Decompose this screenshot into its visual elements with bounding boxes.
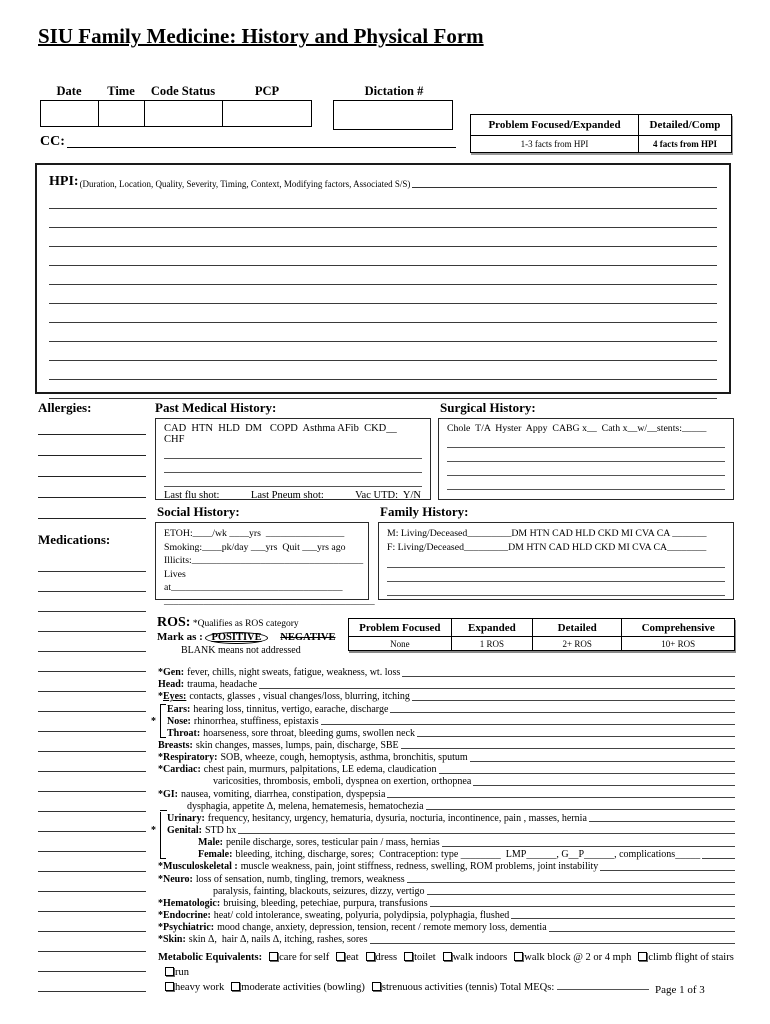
ros-symptom-list: heat/ cold intolerance, sweating, polyuria, polydipsia, polyphagia, flushed [213, 909, 510, 921]
hpi-section [35, 163, 731, 394]
ros-system-row [158, 897, 735, 909]
ros-qualifier-star: * [158, 788, 163, 800]
ros-qualifier-star: * [158, 764, 163, 776]
ros-symptom-list: contacts, glasses , visual changes/loss, blurring, itching [189, 691, 410, 703]
medications-blank-lines [38, 552, 146, 992]
ros-system-label: Musculoskeletal : [163, 861, 238, 873]
meq-item [359, 952, 398, 963]
meq-label: Metabolic Equivalents: [158, 952, 263, 963]
ros-mark-as: Mark as : [157, 631, 203, 643]
ros-system-label: Endocrine: [163, 909, 211, 921]
ros-response-line[interactable] [600, 870, 735, 871]
meq-item-label: heavy work [175, 982, 225, 993]
meq-total-field[interactable] [557, 989, 649, 990]
ros-system-row [158, 812, 735, 824]
checkbox-icon[interactable] [443, 952, 452, 961]
ros-table-value: 1 ROS [451, 637, 532, 651]
ros-response-line[interactable] [238, 833, 735, 834]
ros-symptom-list: muscle weakness, pain, joint stiffness, redness, swelling, ROM problems, joint instability [240, 861, 599, 873]
blank-line[interactable] [447, 462, 725, 476]
ros-system-label: Neuro: [163, 873, 193, 885]
meq-item-label: dress [375, 952, 398, 963]
ros-positive-option[interactable]: POSITIVE [205, 632, 267, 644]
ros-response-line[interactable] [439, 773, 736, 774]
blank-line[interactable] [49, 361, 717, 380]
family-blank-lines [387, 554, 725, 596]
meq-item [436, 952, 508, 963]
blank-line[interactable] [38, 632, 146, 652]
pmh-box [155, 418, 431, 500]
ros-system-row [158, 727, 735, 739]
meq-item-label: eat [346, 952, 359, 963]
ros-system-label: Nose: [167, 715, 191, 727]
allergies-blank-lines [38, 414, 146, 519]
ros-system-label: Respiratory: [163, 752, 218, 764]
blank-line[interactable] [38, 572, 146, 592]
ros-symptom-list: trauma, headache [187, 679, 258, 691]
blank-line[interactable] [38, 692, 146, 712]
ros-response-line[interactable] [401, 748, 735, 749]
ros-system-row [158, 690, 735, 702]
blank-line[interactable] [49, 304, 717, 323]
ros-symptom-list: skin Δ, hair Δ, nails Δ, itching, rashes, sores [188, 934, 368, 946]
social-line[interactable]: Illicits:___________________________________ [164, 555, 364, 566]
ros-system-list [151, 666, 735, 946]
ros-symptom-list: bruising, bleeding, petechiae, purpura, transfusions [223, 897, 428, 909]
checkbox-icon[interactable] [336, 952, 345, 961]
ros-system-row [158, 872, 735, 884]
ros-symptom-list: frequency, hesitancy, urgency, hematuria, dysuria, nocturia, incontinence, pain , masses, hernia [207, 812, 587, 824]
ros-system-label: Throat: [167, 727, 201, 739]
family-label: Family History: [380, 504, 469, 519]
ros-table-header: Detailed [533, 619, 622, 637]
ros-system-row [158, 787, 735, 799]
ros-response-line[interactable] [442, 846, 735, 847]
blank-line[interactable] [49, 228, 717, 247]
meq-item-label: walk indoors [452, 952, 508, 963]
ros-symptom-list: paralysis, fainting, blackouts, seizures, dizzy, vertigo [213, 885, 425, 897]
ros-qualifier-star: * [158, 873, 163, 885]
meq-item [631, 952, 733, 963]
blank-line[interactable] [38, 732, 146, 752]
meq-items-2 [158, 982, 497, 993]
ros-symptom-list: varicosities, thrombosis, emboli, dyspnea on exertion, orthopnea [213, 776, 472, 788]
blank-line[interactable] [38, 477, 146, 498]
social-line[interactable]: Smoking:____pk/day ___yrs Quit ___yrs ago [164, 541, 346, 553]
ros-response-line[interactable] [589, 821, 735, 822]
meq-item-label: care for self [279, 952, 330, 963]
blank-line[interactable] [38, 972, 146, 992]
ros-label: ROS: [157, 615, 191, 630]
pmh-footer: Last flu shot: Last Pneum shot: Vac UTD: Y/N [164, 490, 421, 501]
meq-item [397, 952, 436, 963]
coding-value-cell: 1-3 facts from HPI [471, 136, 639, 153]
ros-system-row [158, 751, 735, 763]
ros-qualifier-star: * [158, 922, 163, 934]
social-lines [164, 527, 375, 608]
hpi-write-line[interactable] [412, 187, 717, 188]
checkbox-icon[interactable] [366, 952, 375, 961]
checkbox-icon[interactable] [165, 967, 174, 976]
cc-label: CC: [40, 134, 65, 149]
blank-line[interactable] [164, 445, 422, 459]
social-box [155, 522, 375, 607]
ros-qualifier-star: * [158, 934, 163, 946]
ros-response-line[interactable] [402, 676, 735, 677]
family-line[interactable]: F: Living/Deceased_________DM HTN CAD HLD CKD MI CVA CA________ [387, 541, 707, 553]
blank-line[interactable] [38, 612, 146, 632]
blank-line[interactable] [38, 832, 146, 852]
ros-system-label: Genital: [167, 824, 202, 836]
ros-system-label: Eyes: [163, 691, 187, 703]
code-status-field[interactable] [145, 101, 223, 126]
ros-symptom-list: STD hx [205, 824, 237, 836]
blank-line[interactable] [38, 435, 146, 456]
ros-system-row [158, 763, 735, 775]
ros-system-row [158, 921, 735, 933]
blank-line[interactable] [38, 456, 146, 477]
social-line[interactable]: Lives at___________________________________ [164, 568, 343, 593]
ros-symptom-list: SOB, wheeze, cough, hemoptysis, asthma, bronchitis, sputum [220, 752, 468, 764]
ros-system-row [158, 848, 735, 860]
checkbox-icon[interactable] [404, 952, 413, 961]
hpi-label-row [49, 174, 717, 190]
blank-line[interactable] [38, 552, 146, 572]
ros-response-line[interactable] [427, 894, 735, 895]
blank-line[interactable] [387, 582, 725, 596]
blank-line[interactable] [38, 852, 146, 872]
ros-qualifier-star: * [158, 861, 163, 873]
page-number: Page 1 of 3 [655, 984, 705, 996]
hpi-hint: (Duration, Location, Quality, Severity, Timing, Context, Modifying factors, Associated S/S) [79, 179, 411, 189]
ros-system-row [158, 800, 735, 812]
meq-item-label: toilet [414, 952, 436, 963]
coding-value-cell: 4 facts from HPI [639, 136, 732, 153]
ros-qualifier-star: * [158, 691, 163, 703]
ros-coding-table [348, 618, 735, 651]
date-label: Date [56, 84, 82, 98]
blank-line[interactable] [38, 792, 146, 812]
ros-response-line[interactable] [511, 918, 735, 919]
blank-line[interactable] [38, 952, 146, 972]
ros-response-line[interactable] [426, 809, 735, 810]
blank-line[interactable] [447, 434, 725, 448]
ros-system-label: Skin: [163, 934, 186, 946]
blank-line[interactable] [49, 190, 717, 209]
pmh-blank-lines [164, 445, 422, 487]
surgical-label: Surgical History: [440, 400, 536, 415]
checkbox-icon[interactable] [372, 982, 381, 991]
ros-symptom-list: fever, chills, night sweats, fatigue, weakness, wt. loss [187, 667, 401, 679]
ros-qualifier-star: * [158, 897, 163, 909]
blank-line[interactable] [49, 342, 717, 361]
medications-label: Medications: [38, 532, 111, 547]
ros-system-row [158, 860, 735, 872]
meq-item [329, 952, 358, 963]
ros-response-line[interactable] [549, 931, 735, 932]
page-title: SIU Family Medicine: History and Physical Form [38, 24, 484, 48]
ros-intro [157, 616, 347, 657]
ros-symptom-list: rhinorrhea, stuffiness, epistaxis [193, 715, 319, 727]
ros-system-row [151, 824, 735, 836]
ros-system-label: Hematologic: [163, 897, 221, 909]
ros-qualify-note: *Qualifies as ROS category [192, 619, 299, 629]
ros-symptom-list: skin changes, masses, lumps, pain, discharge, SBE [195, 739, 399, 751]
ros-system-label: Ears: [167, 703, 191, 715]
ros-qualifier-star: * [158, 909, 163, 921]
meq-item-label: moderate activities (bowling) [241, 982, 365, 993]
time-label: Time [107, 84, 135, 98]
ros-response-line[interactable] [390, 712, 735, 713]
dictation-label: Dictation # [364, 84, 424, 98]
dictation-field[interactable] [333, 100, 453, 130]
blank-line[interactable] [38, 932, 146, 952]
meq-item [224, 982, 365, 993]
coding-header-cell: Detailed/Comp [639, 115, 732, 136]
blank-line[interactable] [49, 209, 717, 228]
ros-system-row [158, 666, 735, 678]
allergies-label: Allergies: [38, 400, 92, 415]
ros-symptom-list: nausea, vomiting, diarrhea, constipation, dyspepsia [181, 788, 386, 800]
ros-table-header: Expanded [451, 619, 532, 637]
blank-line[interactable] [38, 498, 146, 519]
ros-system-row [151, 715, 735, 727]
blank-line[interactable] [49, 285, 717, 304]
ros-response-line[interactable] [473, 785, 735, 786]
blank-line[interactable] [387, 568, 725, 582]
ros-system-label: Head: [158, 679, 185, 691]
checkbox-icon[interactable] [231, 982, 240, 991]
meq-item [365, 982, 497, 993]
meq-item-label: walk block @ 2 or 4 mph [524, 952, 632, 963]
meq-item-label: strenuous activities (tennis) [381, 982, 498, 993]
ros-system-row [158, 678, 735, 690]
code-status-label: Code Status [150, 84, 216, 98]
ros-qualifier-star: * [151, 715, 156, 727]
ros-response-line[interactable] [370, 943, 735, 944]
social-line[interactable]: ETOH:____/wk ____yrs ________________ [164, 528, 345, 539]
ros-qualifier-star: * [158, 667, 163, 679]
ros-table-value: 2+ ROS [533, 637, 622, 651]
family-lines [387, 527, 725, 554]
coding-header-cell: Problem Focused/Expanded [471, 115, 639, 136]
blank-line[interactable] [38, 812, 146, 832]
ros-qualifier-star: * [151, 824, 156, 836]
surgical-blank-lines [447, 434, 725, 490]
ros-symptom-list: penile discharge, sores, testicular pain / mass, hernias [226, 837, 440, 849]
meq-item [507, 952, 631, 963]
blank-line[interactable] [38, 414, 146, 435]
meq-item [262, 952, 329, 963]
ros-response-line[interactable] [417, 736, 735, 737]
ros-system-label: Urinary: [167, 812, 205, 824]
ros-blank-note: BLANK means not addressed [181, 645, 301, 656]
checkbox-icon[interactable] [165, 982, 174, 991]
header-field-labels [40, 84, 312, 99]
ros-system-label: GI: [163, 788, 178, 800]
ros-system-label: Female: [198, 849, 233, 861]
blank-line[interactable] [38, 872, 146, 892]
ros-system-row [158, 885, 735, 897]
pcp-field[interactable] [223, 101, 311, 126]
header-field-boxes [40, 100, 312, 127]
cc-field[interactable] [67, 134, 456, 148]
ros-table-value: 10+ ROS [622, 637, 735, 651]
blank-line[interactable] [49, 323, 717, 342]
ros-system-label: Male: [198, 837, 223, 849]
meq-item [158, 967, 189, 978]
ros-qualifier-star: * [158, 752, 163, 764]
surgical-options: Chole T/A Hyster Appy CABG x__ Cath x__w/__stents:_____ [447, 423, 707, 434]
ros-response-line[interactable] [259, 688, 735, 689]
ros-response-line[interactable] [321, 724, 735, 725]
meq-line-2 [158, 980, 736, 995]
pmh-conditions: CAD HTN HLD DM COPD Asthma AFib CKD__ CHF [164, 423, 403, 445]
pmh-label: Past Medical History: [155, 400, 277, 415]
pcp-label: PCP [254, 84, 280, 98]
social-label: Social History: [157, 504, 240, 519]
ros-symptom-list: hearing loss, tinnitus, vertigo, earache, discharge [193, 703, 389, 715]
date-field[interactable] [41, 101, 99, 126]
checkbox-icon[interactable] [269, 952, 278, 961]
hpi-blank-lines [49, 190, 717, 399]
social-line[interactable]: ___________________________________________ [164, 595, 375, 607]
ros-system-label: Cardiac: [163, 764, 201, 776]
blank-line[interactable] [49, 380, 717, 399]
blank-line[interactable] [38, 672, 146, 692]
ros-system-row [158, 702, 735, 714]
ros-symptom-list: bleeding, itching, discharge, sores; Contraception: type ________ LMP______, G__P______, complications_____ [235, 849, 701, 861]
blank-line[interactable] [164, 473, 422, 487]
family-box [378, 522, 734, 600]
ros-system-row [158, 836, 735, 848]
surgical-box [438, 418, 734, 500]
ros-system-row [158, 933, 735, 945]
chief-complaint-row [40, 134, 456, 150]
ros-response-line[interactable] [430, 906, 735, 907]
ros-response-line[interactable] [412, 700, 735, 701]
ros-table-value: None [349, 637, 452, 651]
blank-line[interactable] [447, 448, 725, 462]
blank-line[interactable] [49, 247, 717, 266]
blank-line[interactable] [38, 592, 146, 612]
hpi-label: HPI: [49, 174, 79, 189]
blank-line[interactable] [164, 459, 422, 473]
meq-item-label: run [175, 967, 189, 978]
ros-table-header: Problem Focused [349, 619, 452, 637]
blank-line[interactable] [49, 266, 717, 285]
ros-system-row [158, 775, 735, 787]
blank-line[interactable] [38, 652, 146, 672]
ros-response-line[interactable] [470, 761, 735, 762]
ros-symptom-list: chest pain, murmurs, palpitations, LE edema, claudication [203, 764, 437, 776]
ros-system-row [158, 909, 735, 921]
ros-table-header: Comprehensive [622, 619, 735, 637]
meq-line-1 [158, 950, 736, 980]
family-line[interactable]: M: Living/Deceased_________DM HTN CAD HLD CKD MI CVA CA _______ [387, 528, 707, 539]
checkbox-icon[interactable] [638, 952, 647, 961]
metabolic-equivalents [158, 950, 736, 995]
ros-response-line[interactable] [407, 882, 735, 883]
meq-total-label: Total MEQs: [499, 982, 555, 993]
blank-line[interactable] [38, 892, 146, 912]
blank-line[interactable] [38, 772, 146, 792]
ros-response-line[interactable] [387, 797, 735, 798]
ros-symptom-list: loss of sensation, numb, tingling, tremors, weakness [195, 873, 405, 885]
ros-system-label: Psychiatric: [163, 922, 215, 934]
ros-system-row [158, 739, 735, 751]
meq-item-label: climb flight of stairs [648, 952, 734, 963]
meq-item [158, 982, 224, 993]
ros-symptom-list: hoarseness, sore throat, bleeding gums, swollen neck [203, 727, 416, 739]
blank-line[interactable] [38, 712, 146, 732]
hpi-coding-table [470, 114, 732, 153]
ros-response-line[interactable] [702, 858, 735, 859]
time-field[interactable] [99, 101, 145, 126]
blank-line[interactable] [387, 554, 725, 568]
blank-line[interactable] [447, 476, 725, 490]
ros-symptom-list: mood change, anxiety, depression, tension, recent / remote memory loss, dementia [217, 922, 547, 934]
blank-line[interactable] [38, 752, 146, 772]
checkbox-icon[interactable] [514, 952, 523, 961]
ros-system-label: Gen: [163, 667, 185, 679]
ros-negative-option[interactable]: NEGATIVE [280, 632, 336, 643]
ros-symptom-list: dysphagia, appetite Δ, melena, hematemesis, hematochezia [187, 800, 424, 812]
blank-line[interactable] [38, 912, 146, 932]
ros-system-label: Breasts: [158, 739, 193, 751]
